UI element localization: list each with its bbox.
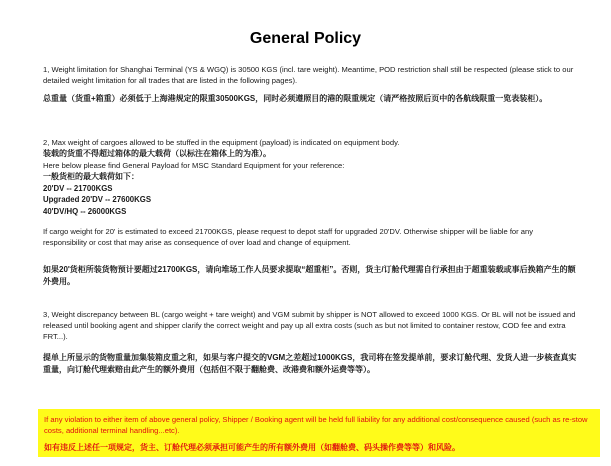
notice-cn: 如有违反上述任一项规定，货主、订舱代理必须承担可能产生的所有额外费用（如翻舱费、码头操作费等等）和风险。 — [44, 443, 460, 452]
notice-en: If any violation to either item of above general policy, Shipper / Booking agent will be held full liability for any additional cost/consequence caused (such as re-stow costs, additional terminal handling...etc). — [44, 415, 588, 435]
policy-2b-cn: 如果20'货柜所装货物预计要超过21700KGS，请向堆场工作人员要求提取“超重柜”。否则，货主/订舱代理需自行承担由于超重装载或事后换箱产生的额外费用。 — [43, 265, 576, 286]
payload-heading: 一般货柜的最大载荷如下： — [43, 172, 139, 181]
policy-2-ref: Here below please find General Payload for MSC Standard Equipment for your reference: — [43, 161, 345, 170]
policy-2b-en: If cargo weight for 20' is estimated to exceed 21700KGS, please request to depot staff for upgraded 20'DV. Otherwise shipper will be liable for any responsibility or cost that may arise as consequence of over load and change of equipment. — [43, 227, 534, 247]
violation-notice — [38, 409, 600, 457]
policy-2-en: 2, Max weight of cargoes allowed to be stuffed in the equipment (payload) is indicated on equipment body. — [43, 138, 400, 147]
policy-3-cn: 提单上所显示的货物重量加集装箱皮重之和，如果与客户提交的VGM之差超过1000KGS，我司将在签发提单前，要求订舱代理、发货人进一步核查真实重量，向订舱代理索赔由此产生的额外费用（包括但不限于翻舱费、改港费和额外运费等等）。 — [43, 353, 577, 374]
page-title: General Policy — [249, 30, 362, 47]
policy-3-en: 3, Weight discrepancy between BL (cargo weight + tare weight) and VGM submit by shipper is NOT allowed to exceed 1000 KGS. Or BL will not be issued and released until booking agent and shipper clarify the correct weight and pay up all extra costs (such as but not limited to container restow, COD fee and extra FRT...). — [43, 310, 576, 341]
payload-spec-1: 20'DV -- 21700KGS — [43, 184, 113, 193]
policy-1-cn: 总重量（货重+箱重）必须低于上海港规定的限重30500KGS，同时必须遵照目的港的限重规定（请严格按照后页中的各航线限重一览表装柜）。 — [43, 94, 548, 103]
payload-spec-2: Upgraded 20'DV -- 27600KGS — [43, 195, 152, 204]
policy-2-cn: 装载的货重不得超过箱体的最大载荷（以标注在箱体上的为准）。 — [43, 149, 271, 158]
payload-spec-3: 40'DV/HQ -- 26000KGS — [43, 207, 127, 216]
policy-1-en: 1, Weight limitation for Shanghai Terminal (YS & WGQ) is 30500 KGS (incl. tare weight). Meantime, POD restriction shall still be respected (please stick to our detailed weight limitation for all trades that are listed in the following pages). — [43, 65, 574, 85]
